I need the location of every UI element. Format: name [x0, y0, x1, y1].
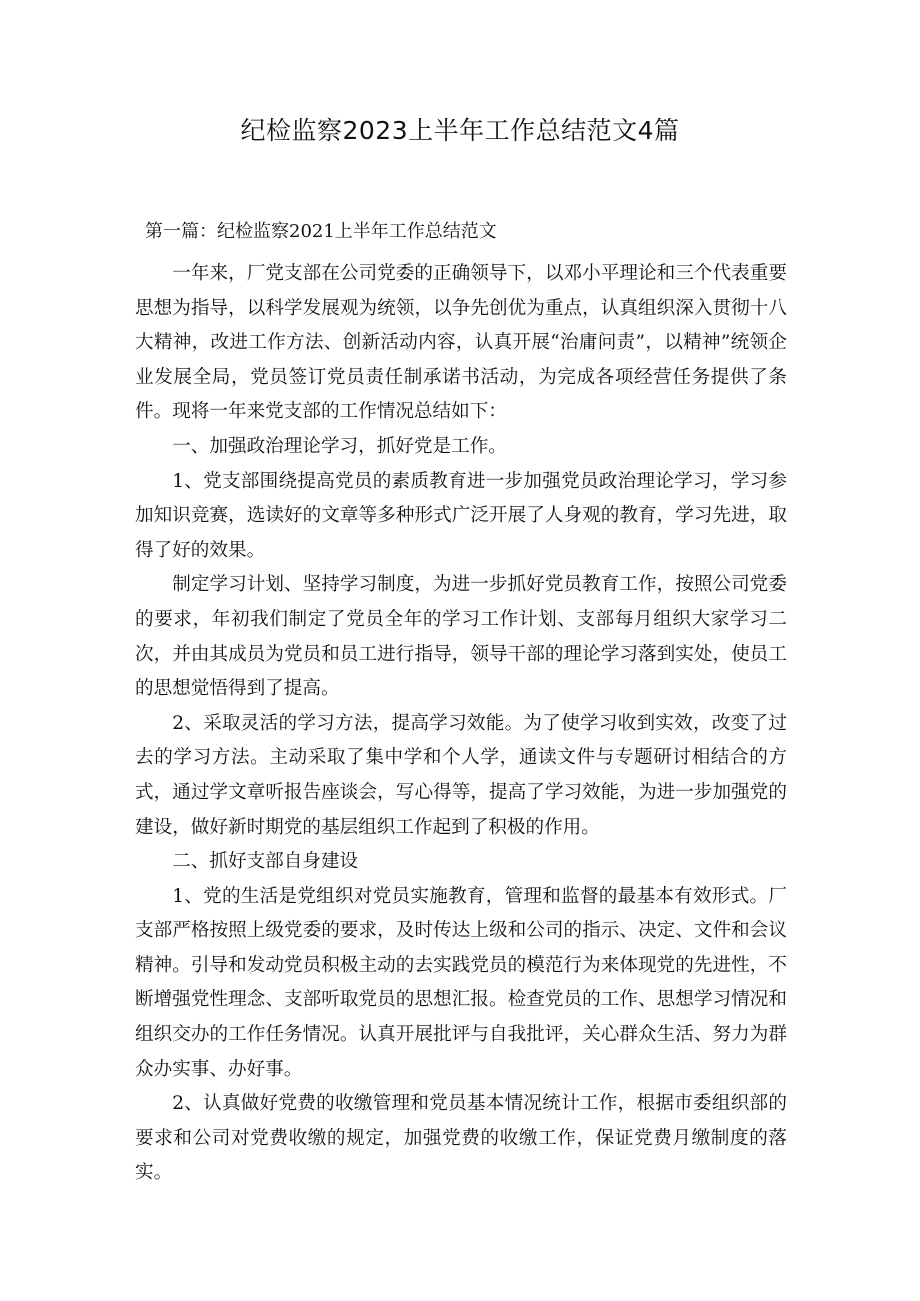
- section-heading: 第一篇：纪检监察2021上半年工作总结范文: [145, 221, 497, 242]
- heading-two: 二、抓好支部自身建设: [172, 851, 359, 873]
- paragraph-intro: 一年来，厂党支部在公司党委的正确领导下，以邓小平理论和三个代表重要思想为指导，以科学发展观为统领，以争先创优为重点，认真组织深入贯彻十八大精神，改进工作方法、创新活动内容，认真开展“治庸问责”，以精神”统领企业发展全局，党员签订党员责任制承诺书活动，为完成各项经营任务提供了条件。现将一年来党支部的工作情况总结如下：: [135, 263, 787, 423]
- paragraph-1-1: 1、党支部围绕提高党员的素质教育进一步加强党员政治理论学习，学习参加知识竞赛，选读好的文章等多种形式广泛开展了人身观的教育，学习先进，取得了好的效果。: [135, 470, 787, 561]
- paragraph-1-2: 2、采取灵活的学习方法，提高学习效能。为了使学习收到实效，改变了过去的学习方法。主动采取了集中学和个人学，通读文件与专题研讨相结合的方式，通过学文章听报告座谈会，写心得等，提高了学习效能，为进一步加强党的建设，做好新时期党的基层组织工作起到了积极的作用。: [135, 712, 787, 838]
- paragraph-study-plan: 制定学习计划、坚持学习制度，为进一步抓好党员教育工作，按照公司党委的要求，年初我们制定了党员全年的学习工作计划、支部每月组织大家学习二次，并由其成员为党员和员工进行指导，领导干部的理论学习落到实处，使员工的思想觉悟得到了提高。: [135, 574, 787, 700]
- heading-one: 一、加强政治理论学习，抓好党是工作。: [172, 435, 507, 457]
- paragraph-2-1: 1、党的生活是党组织对党员实施教育，管理和监督的最基本有效形式。厂支部严格按照上级党委的要求，及时传达上级和公司的指示、决定、文件和会议精神。引导和发动党员积极主动的去实践党员的模范行为来体现党的先进性，不断增强党性理念、支部听取党员的思想汇报。检查党员的工作、思想学习情况和组织交办的工作任务情况。认真开展批评与自我批评，关心群众生活、努力为群众办实事、办好事。: [135, 885, 787, 1080]
- document-body: [135, 257, 787, 1191]
- document-title: 纪检监察2023上半年工作总结范文4篇: [240, 116, 680, 145]
- paragraph-2-2: 2、认真做好党费的收缴管理和党员基本情况统计工作，根据市委组织部的要求和公司对党费收缴的规定，加强党费的收缴工作，保证党费月缴制度的落实。: [135, 1093, 787, 1184]
